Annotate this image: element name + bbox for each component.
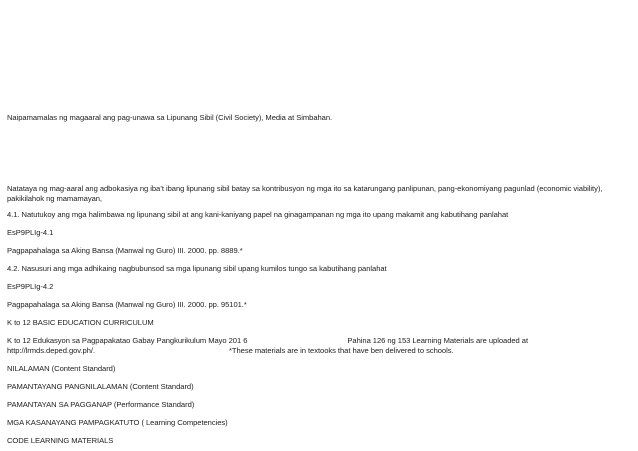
code-4-1: EsP9PLIg-4.1 [7,228,54,237]
pamantayan-sa-pagganap-label: PAMANTAYAN SA PAGGANAP (Performance Standard) [7,400,195,409]
curriculum-heading: K to 12 BASIC EDUCATION CURRICULUM [7,318,154,327]
nilalaman-label: NILALAMAN (Content Standard) [7,364,116,373]
performance-standard-text: Natataya ng mag-aaral ang adbokasiya ng iba’t ibang lipunang sibil batay sa kontribusyon ng mga ito sa katarungang panlipunan, pang-ekonomiyang pagunlad (economic viability), pakikilahok ng mamamayan, [7,184,603,203]
material-4-1: Pagpapahalaga sa Aking Bansa (Manwal ng Guro) III. 2000. pp. 8889.* [7,246,243,255]
footer-line-2 [7,346,627,356]
lrmds-link-text: http://lrmds.deped.gov.ph/. [7,346,95,355]
footer-line-1 [7,336,627,346]
code-4-2: EsP9PLIg-4.2 [7,282,54,291]
material-4-2: Pagpapahalaga sa Aking Bansa (Manwal ng Guro) III. 2000. pp. 95101.* [7,300,247,309]
curriculum-guide-text: K to 12 Edukasyon sa Pagpapakatao Gabay Pangkurikulum Mayo 201 6 [7,336,248,345]
code-learning-materials-label: CODE LEARNING MATERIALS [7,436,114,445]
materials-note-text: *These materials are in textooks that have ben delivered to schools. [229,346,454,355]
competency-4-2-text: 4.2. Nasusuri ang mga adhikaing nagbubunsod sa mga lipunang sibil upang kumilos tungo sa kabutihang panlahat [7,264,387,273]
content-standard-text: Naipamamalas ng magaaral ang pag-unawa sa Lipunang Sibil (Civil Society), Media at Simbahan. [7,113,333,122]
pamantayang-pangnilalaman-label: PAMANTAYANG PANGNILALAMAN (Content Standard) [7,382,194,391]
competency-4-1-text: 4.1. Natutukoy ang mga halimbawa ng lipunang sibil at ang kani-kaniyang papel na ginagampanan ng mga ito upang makamit ang kabutihang panlahat [7,210,509,219]
learning-competencies-label: MGA KASANAYANG PAMPAGKATUTO ( Learning Competencies) [7,418,228,427]
page-info-text: Pahina 126 ng 153 Learning Materials are uploaded at [347,336,529,345]
